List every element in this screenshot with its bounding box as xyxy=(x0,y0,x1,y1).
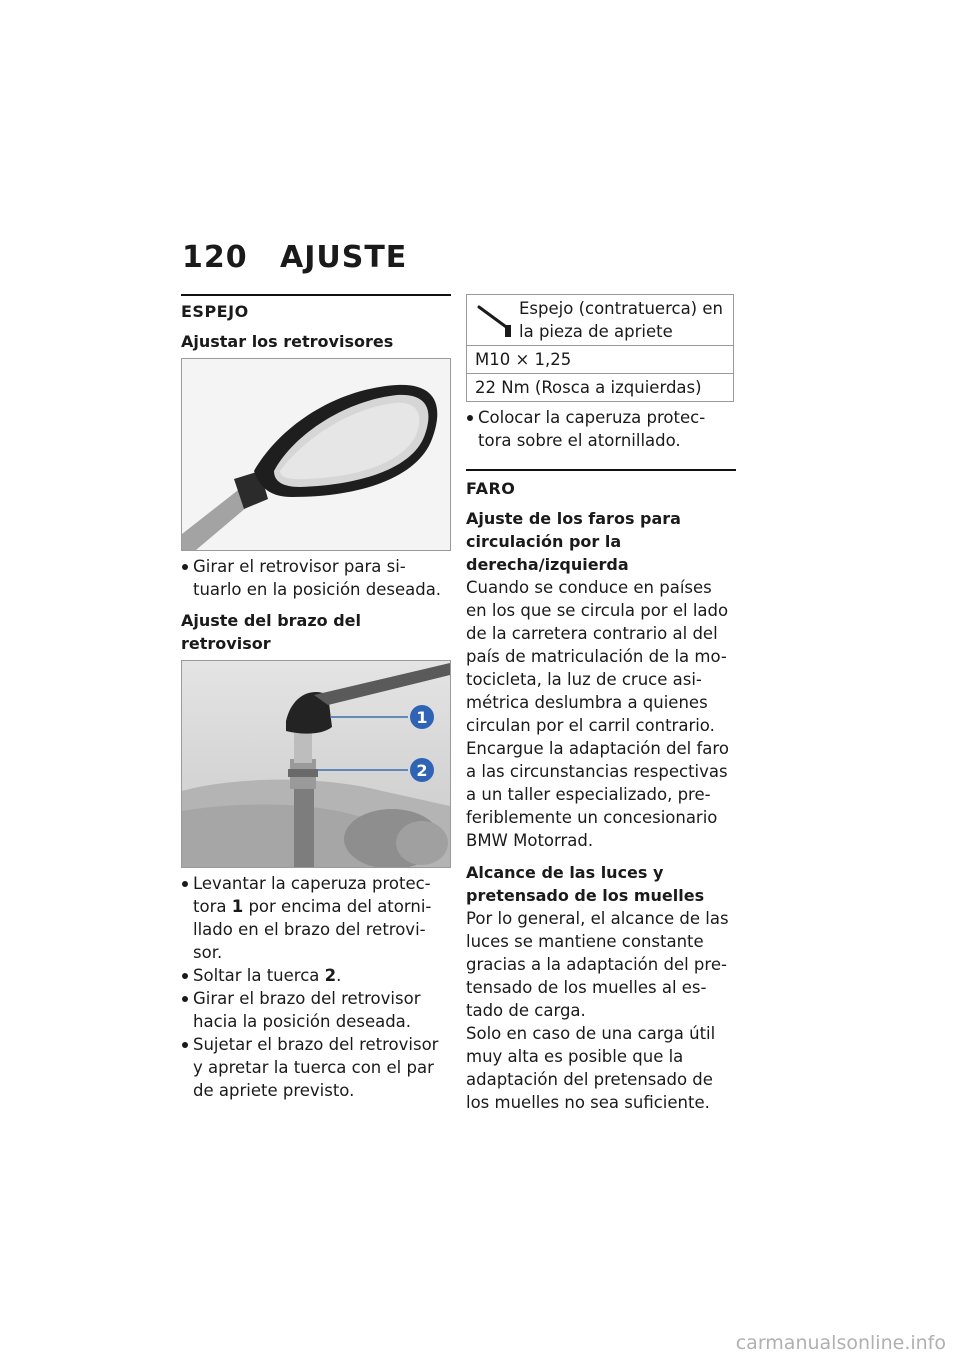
bullet-text: Sujetar el brazo del retrovisor y apretar la tuerca con el par de apriete previsto. xyxy=(193,1035,439,1100)
spec-label-cell xyxy=(467,295,734,346)
paragraph: Encargue la adaptación del faro a las circunstancias respectivas a un taller especializado, pre-feriblemente un concesionario BMW Motorrad. xyxy=(466,739,729,850)
section-rule xyxy=(466,469,736,471)
bullet-item xyxy=(181,964,451,987)
bullet-item: Colocar la caperuza protec-tora sobre el atornillado. xyxy=(466,406,736,452)
mirror-drawing xyxy=(182,359,450,550)
bullet-list-right xyxy=(466,406,736,452)
bullet-item xyxy=(181,987,451,1033)
mirror-illustration xyxy=(181,358,451,551)
bullet-list-1 xyxy=(181,555,451,601)
bullet-item: Girar el retrovisor para si-tuarlo en la posición deseada. xyxy=(181,555,451,601)
chapter-title: AJUSTE xyxy=(280,240,408,275)
bullet-list-2 xyxy=(181,872,451,1102)
bullet-ref: 1 xyxy=(231,897,244,916)
paragraph: Solo en caso de una carga útil muy alta es posible que la adaptación del pretensado de los muelles no sea suficiente. xyxy=(466,1024,716,1112)
spec-label: Espejo (contratuerca) en la pieza de apriete xyxy=(519,299,723,341)
section-title-espejo: ESPEJO xyxy=(181,302,249,321)
bullet-text: . xyxy=(336,966,342,985)
right-column xyxy=(466,294,736,1114)
mirror-arm-drawing xyxy=(182,661,450,867)
spec-thread: M10 × 1,25 xyxy=(467,346,734,374)
callout-2: 2 xyxy=(416,761,428,780)
subheading-ajuste-faros: Ajuste de los faros para circulación por la derecha/izquierda xyxy=(466,509,681,574)
bullet-text: por encima del atorni-llado en el brazo del retrovi-sor. xyxy=(193,897,432,962)
torque-spec-table xyxy=(466,294,734,402)
bullet-text: Soltar la tuerca xyxy=(193,966,325,985)
page-header xyxy=(182,240,407,275)
mirror-arm-photo xyxy=(181,660,451,868)
torque-wrench-icon xyxy=(475,301,515,339)
left-column xyxy=(181,294,451,1102)
spec-torque: 22 Nm (Rosca a izquierdas) xyxy=(467,374,734,402)
page-number: 120 xyxy=(182,240,248,275)
subheading-alcance-luces: Alcance de las luces y pretensado de los muelles xyxy=(466,863,705,905)
bullet-ref: 2 xyxy=(324,966,337,985)
bullet-item xyxy=(181,1033,451,1102)
bullet-text: Levantar la caperuza protec-tora xyxy=(193,874,431,916)
subheading-ajuste-brazo: Ajuste del brazo del retrovisor xyxy=(181,611,362,653)
subheading-ajustar-retrovisores: Ajustar los retrovisores xyxy=(181,332,394,351)
callout-1: 1 xyxy=(416,708,428,727)
section-rule xyxy=(181,294,451,296)
bullet-item xyxy=(181,872,451,964)
section-title-faro: FARO xyxy=(466,479,516,498)
watermark: carmanualsonline.info xyxy=(735,1332,946,1354)
paragraph: Cuando se conduce en países en los que se circula por el lado de la carretera contrario al del país de matriculación de la mo-tocicleta, la luz de cruce asi-métrica deslumbra a quienes circulan por el carril contrario. xyxy=(466,578,729,735)
paragraph: Por lo general, el alcance de las luces se mantiene constante gracias a la adaptación del pre-tensado de los muelles al es-tado de carga. xyxy=(466,909,729,1020)
bullet-text: Girar el brazo del retrovisor hacia la posición deseada. xyxy=(193,989,421,1031)
